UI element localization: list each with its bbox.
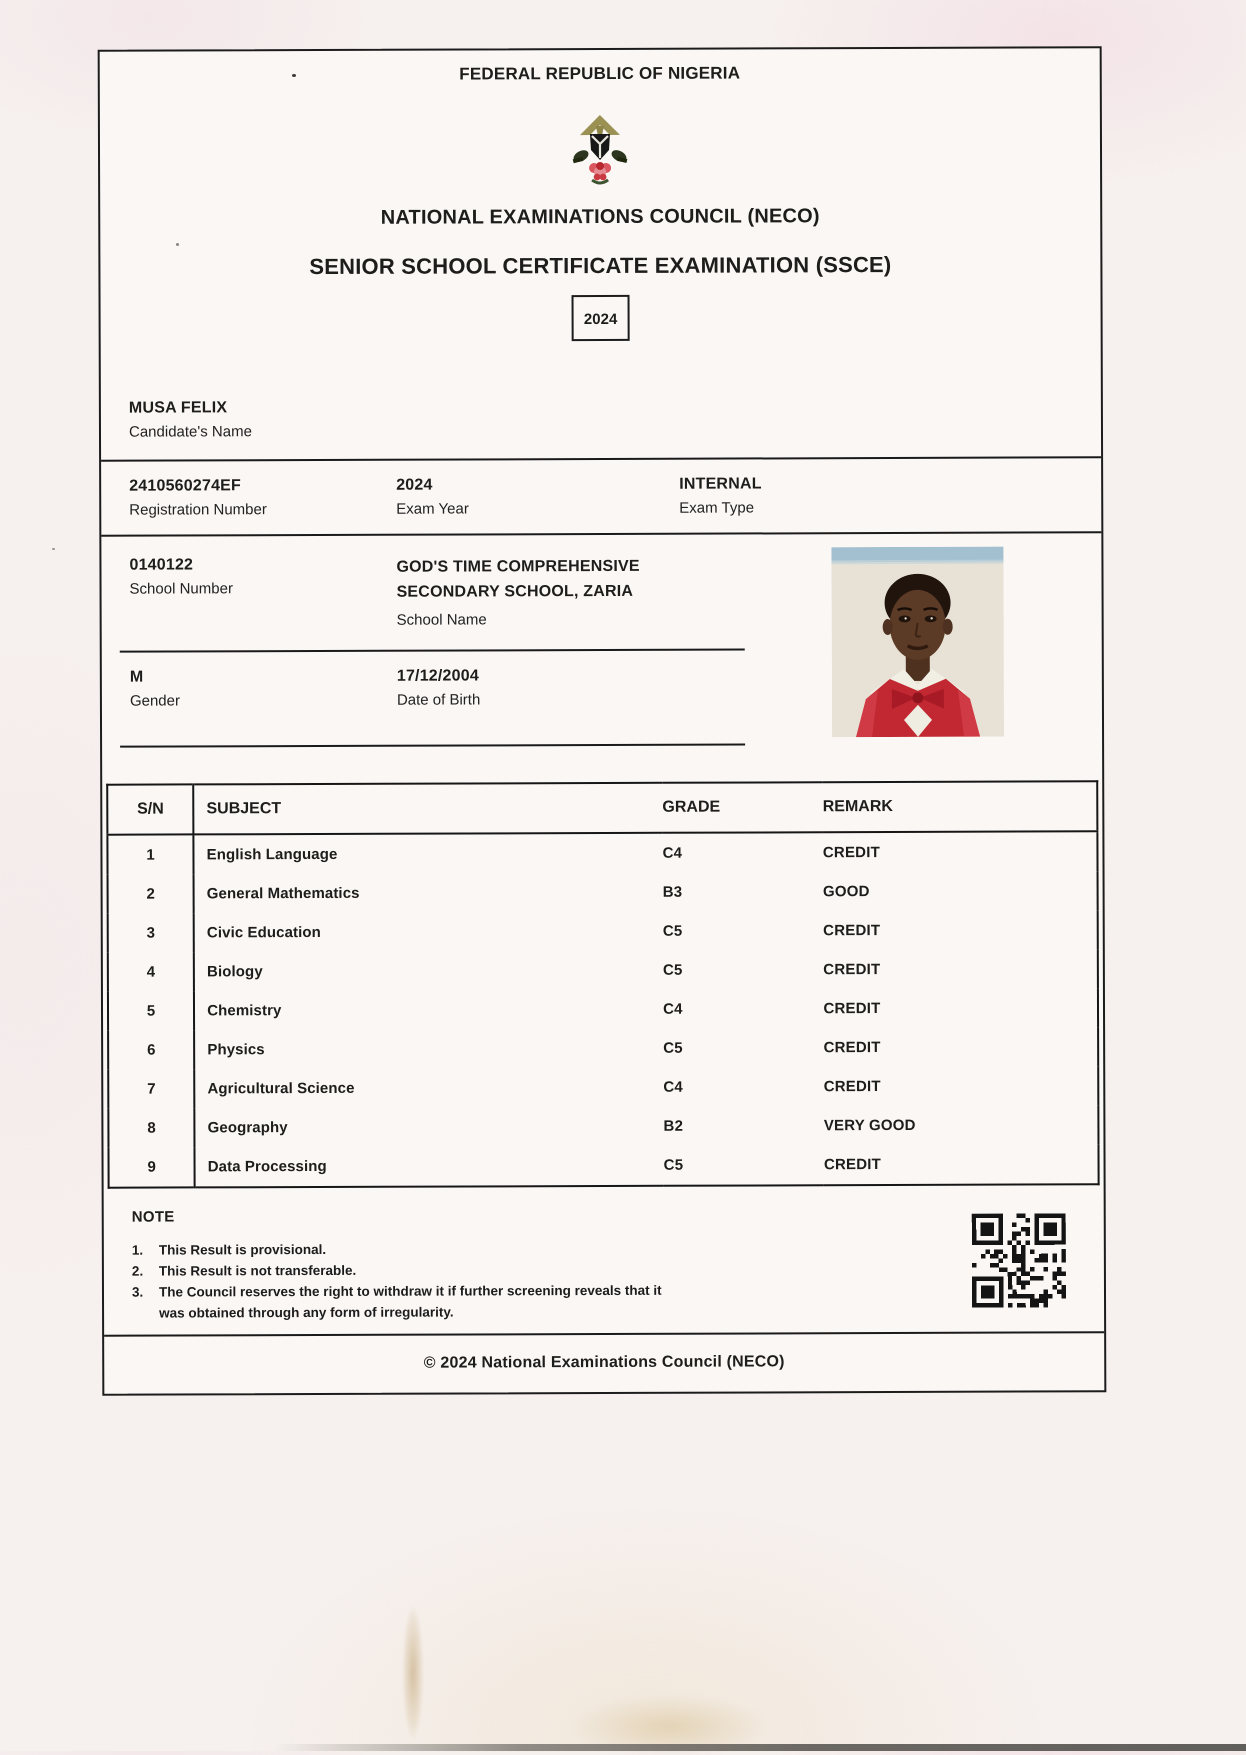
school-number-field — [129, 556, 396, 651]
grade-cell: C4 — [663, 1078, 683, 1096]
exam-year-box: 2024 — [572, 295, 630, 341]
remark-cell: VERY GOOD — [823, 1116, 916, 1135]
sn-cell: 3 — [108, 913, 194, 952]
candidate-name-label: Candidate's Name — [128, 423, 252, 441]
registration-number-label: Registration Number — [129, 501, 267, 519]
remark-cell: CREDIT — [823, 961, 881, 979]
sn-cell: 8 — [108, 1108, 194, 1147]
subject-cell: Chemistry — [207, 1002, 282, 1020]
registration-row — [101, 458, 1101, 536]
subject-cell: Civic Education — [206, 923, 321, 942]
table-row — [108, 1027, 1098, 1069]
school-number-label: School Number — [129, 580, 233, 598]
table-row — [108, 1144, 1098, 1187]
exam-type-label: Exam Type — [679, 499, 755, 517]
col-header-remark: REMARK — [823, 781, 1098, 832]
sn-cell: 5 — [108, 991, 194, 1030]
sn-cell: 2 — [108, 874, 194, 913]
remark-cell: CREDIT — [823, 1039, 881, 1057]
grade-cell: C5 — [662, 922, 683, 940]
table-row — [108, 910, 1098, 952]
results-table — [106, 780, 1099, 1188]
subject-cell: Biology — [207, 963, 263, 981]
remark-cell: CREDIT — [822, 844, 880, 862]
registration-number-field — [129, 477, 396, 535]
table-row — [108, 1066, 1098, 1108]
registration-number-value: 2410560274EF — [129, 477, 242, 495]
qr-code — [972, 1213, 1066, 1307]
grade-cell: B2 — [663, 1117, 684, 1135]
grade-cell: C4 — [663, 1000, 683, 1018]
subject-cell: Geography — [207, 1119, 288, 1137]
note-item: The Council reserves the right to withdraw it if further screening reveals that it was obtained through any form of irregularity. — [158, 1282, 662, 1321]
exam-year-value: 2024 — [396, 476, 433, 494]
note-list — [132, 1237, 1104, 1324]
sn-cell: 4 — [108, 952, 194, 991]
date-of-birth-label: Date of Birth — [396, 691, 481, 709]
nigeria-coat-of-arms-icon — [570, 114, 630, 190]
exam-year-field — [396, 476, 679, 534]
paper-stain — [520, 1660, 820, 1755]
gender-field — [130, 668, 397, 746]
council-title: NATIONAL EXAMINATIONS COUNCIL (NECO) — [380, 205, 820, 229]
scan-edge-shadow — [0, 1744, 1246, 1751]
table-row — [108, 949, 1098, 991]
remark-cell: CREDIT — [823, 1078, 881, 1096]
col-header-sn: S/N — [107, 784, 193, 834]
date-of-birth-value: 17/12/2004 — [396, 667, 479, 685]
subject-cell: English Language — [206, 845, 338, 864]
country-title: FEDERAL REPUBLIC OF NIGERIA — [459, 63, 741, 84]
note-item: This Result is not transferable. — [158, 1262, 357, 1279]
paper-stain — [396, 1555, 430, 1751]
remark-cell: GOOD — [822, 883, 870, 901]
exam-year-label: Exam Year — [396, 500, 469, 518]
table-row — [107, 831, 1097, 874]
gender-value: M — [129, 668, 144, 686]
col-header-grade: GRADE — [662, 782, 822, 833]
footer-bar — [104, 1333, 1104, 1392]
sn-cell: 9 — [108, 1147, 194, 1187]
grade-cell: C5 — [662, 961, 683, 979]
exam-type-value: INTERNAL — [679, 475, 762, 493]
note-title: NOTE — [131, 1208, 175, 1226]
grade-cell: C4 — [662, 844, 683, 862]
grade-cell: C5 — [663, 1156, 684, 1174]
school-name-value: GOD'S TIME COMPREHENSIVE SECONDARY SCHOOL, ZARIA — [396, 557, 640, 601]
school-number-value: 0140122 — [129, 556, 194, 574]
remark-cell: CREDIT — [823, 922, 881, 940]
copyright-text: © 2024 National Examinations Council (NECO) — [423, 1353, 785, 1372]
paper-speck — [176, 243, 179, 246]
sn-cell: 1 — [107, 834, 193, 874]
remark-cell: CREDIT — [823, 1000, 881, 1018]
candidate-name-row — [101, 393, 1101, 461]
grade-cell: B3 — [662, 883, 683, 901]
candidate-details-section — [101, 393, 1102, 747]
col-header-subject: SUBJECT — [193, 783, 662, 835]
grade-cell: C5 — [663, 1039, 683, 1057]
candidate-name-value: MUSA FELIX — [128, 399, 228, 417]
paper-speck — [292, 74, 296, 77]
candidate-photo — [831, 547, 1004, 738]
subject-cell: Physics — [207, 1041, 265, 1059]
table-row — [108, 1105, 1098, 1147]
results-header-row — [107, 781, 1097, 834]
table-row — [108, 871, 1098, 913]
remark-cell: CREDIT — [823, 1156, 882, 1174]
paper-speck — [52, 548, 55, 550]
exam-type-field — [679, 474, 1101, 532]
exam-title: SENIOR SCHOOL CERTIFICATE EXAMINATION (SSCE) — [309, 251, 892, 280]
certificate-document — [98, 46, 1107, 1395]
subject-cell: General Mathematics — [206, 884, 360, 903]
sn-cell: 7 — [108, 1069, 194, 1108]
table-row — [108, 988, 1098, 1030]
subject-cell: Data Processing — [207, 1157, 327, 1176]
note-item: This Result is provisional. — [158, 1241, 327, 1258]
sn-cell: 6 — [108, 1030, 194, 1069]
school-name-label: School Name — [396, 610, 487, 629]
gender-label: Gender — [129, 692, 181, 710]
note-section — [104, 1185, 1105, 1336]
subject-cell: Agricultural Science — [207, 1079, 355, 1098]
